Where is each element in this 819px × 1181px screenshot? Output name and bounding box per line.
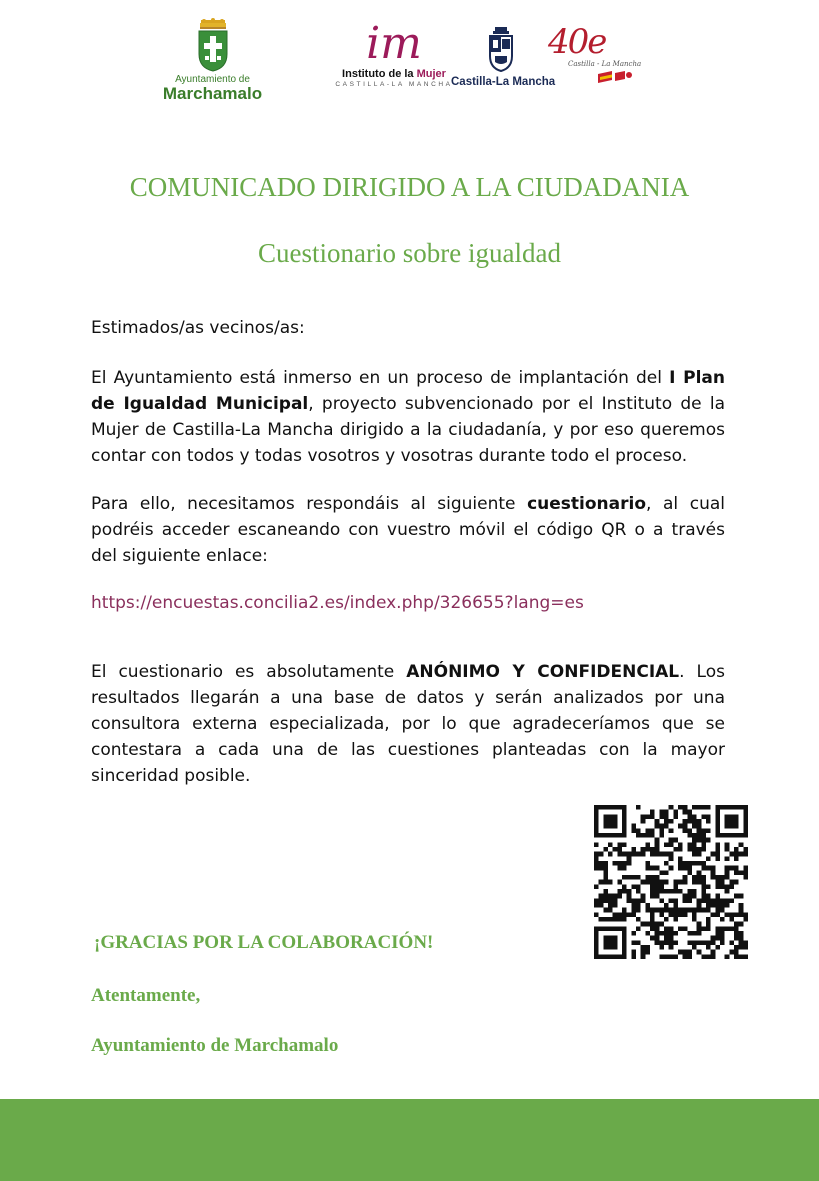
logo-instituto-de-la-mujer: [333, 18, 455, 97]
greeting: Estimados/as vecinos/as:: [91, 318, 305, 338]
paragraph2-text-start: Para ello, necesitamos respondáis al siguiente: [91, 494, 528, 514]
instituto-mujer-mark-icon: im: [366, 18, 422, 69]
paragraph1-text-start: El Ayuntamiento está inmerso en un proceso de implantación del: [91, 368, 670, 388]
clm-name: Castilla-La Mancha: [451, 76, 556, 88]
regards-text: Atentamente,: [91, 985, 201, 1006]
qr-code-icon[interactable]: [594, 805, 748, 959]
regional-coat-of-arms-icon: [487, 26, 515, 72]
instituto-name-start: Instituto de la: [342, 68, 417, 80]
logo-marchamalo-small-text: Ayuntamiento de: [175, 74, 250, 85]
instituto-mujer-subtitle: CASTILLA-LA MANCHA: [335, 81, 453, 88]
logo-40-aniversario: [548, 24, 640, 94]
paragraph2-text-end: , al cual podréis acceder escaneando con vuestro móvil el código QR o a través del siguiente enlace:: [91, 494, 725, 566]
paragraph3-text-start: El cuestionario es absolutamente: [91, 662, 407, 682]
thanks-text: ¡GRACIAS POR LA COLABORACIÓN!: [94, 932, 434, 953]
paragraph3-text-end: . Los resultados llegarán a una base de datos y serán analizados por una consultora externa especializada, por lo que agradeceríamos que se contestara a cada una de las cuestiones planteadas con la mayor sinceridad posible.: [91, 662, 725, 786]
paragraph2-bold: cuestionario: [527, 494, 647, 514]
footer-band: [0, 1099, 819, 1181]
logo-ayuntamiento-marchamalo: [150, 18, 275, 110]
paragraph3-bold: ANÓNIMO Y CONFIDENCIAL: [406, 662, 680, 682]
paragraph-anonimo: [91, 659, 725, 789]
paragraph1-text-end: , proyecto subvencionado por el Instituto de la Mujer de Castilla-La Mancha dirigido a la ciudadanía, y por eso queremos contar con todos y todas vosotros y vosotras durante todo el proceso.: [91, 394, 725, 466]
qr-modules: [594, 805, 748, 959]
forty-mark-icon: 40e: [548, 22, 606, 62]
coat-of-arms-icon: [196, 18, 230, 72]
page-title: COMUNICADO DIRIGIDO A LA CIUDADANIA: [129, 172, 690, 202]
signature-text: Ayuntamiento de Marchamalo: [91, 1035, 339, 1056]
forty-subtitle: Castilla - La Mancha: [568, 60, 642, 68]
paragraph-cuestionario: [91, 491, 725, 569]
logo-castilla-la-mancha: [451, 26, 556, 96]
page-subtitle: Cuestionario sobre igualdad: [258, 238, 561, 268]
paragraph-plan-igualdad: [91, 365, 725, 469]
flag-ribbon-icon: [598, 71, 632, 83]
logo-marchamalo-name: Marchamalo: [162, 84, 263, 103]
survey-link[interactable]: https://encuestas.concilia2.es/index.php/326655?lang=es: [91, 593, 584, 613]
instituto-mujer-name: [333, 68, 455, 80]
paragraph1-bold: I Plan de Igualdad Municipal: [91, 368, 725, 414]
instituto-name-accent: Mujer: [416, 68, 446, 80]
